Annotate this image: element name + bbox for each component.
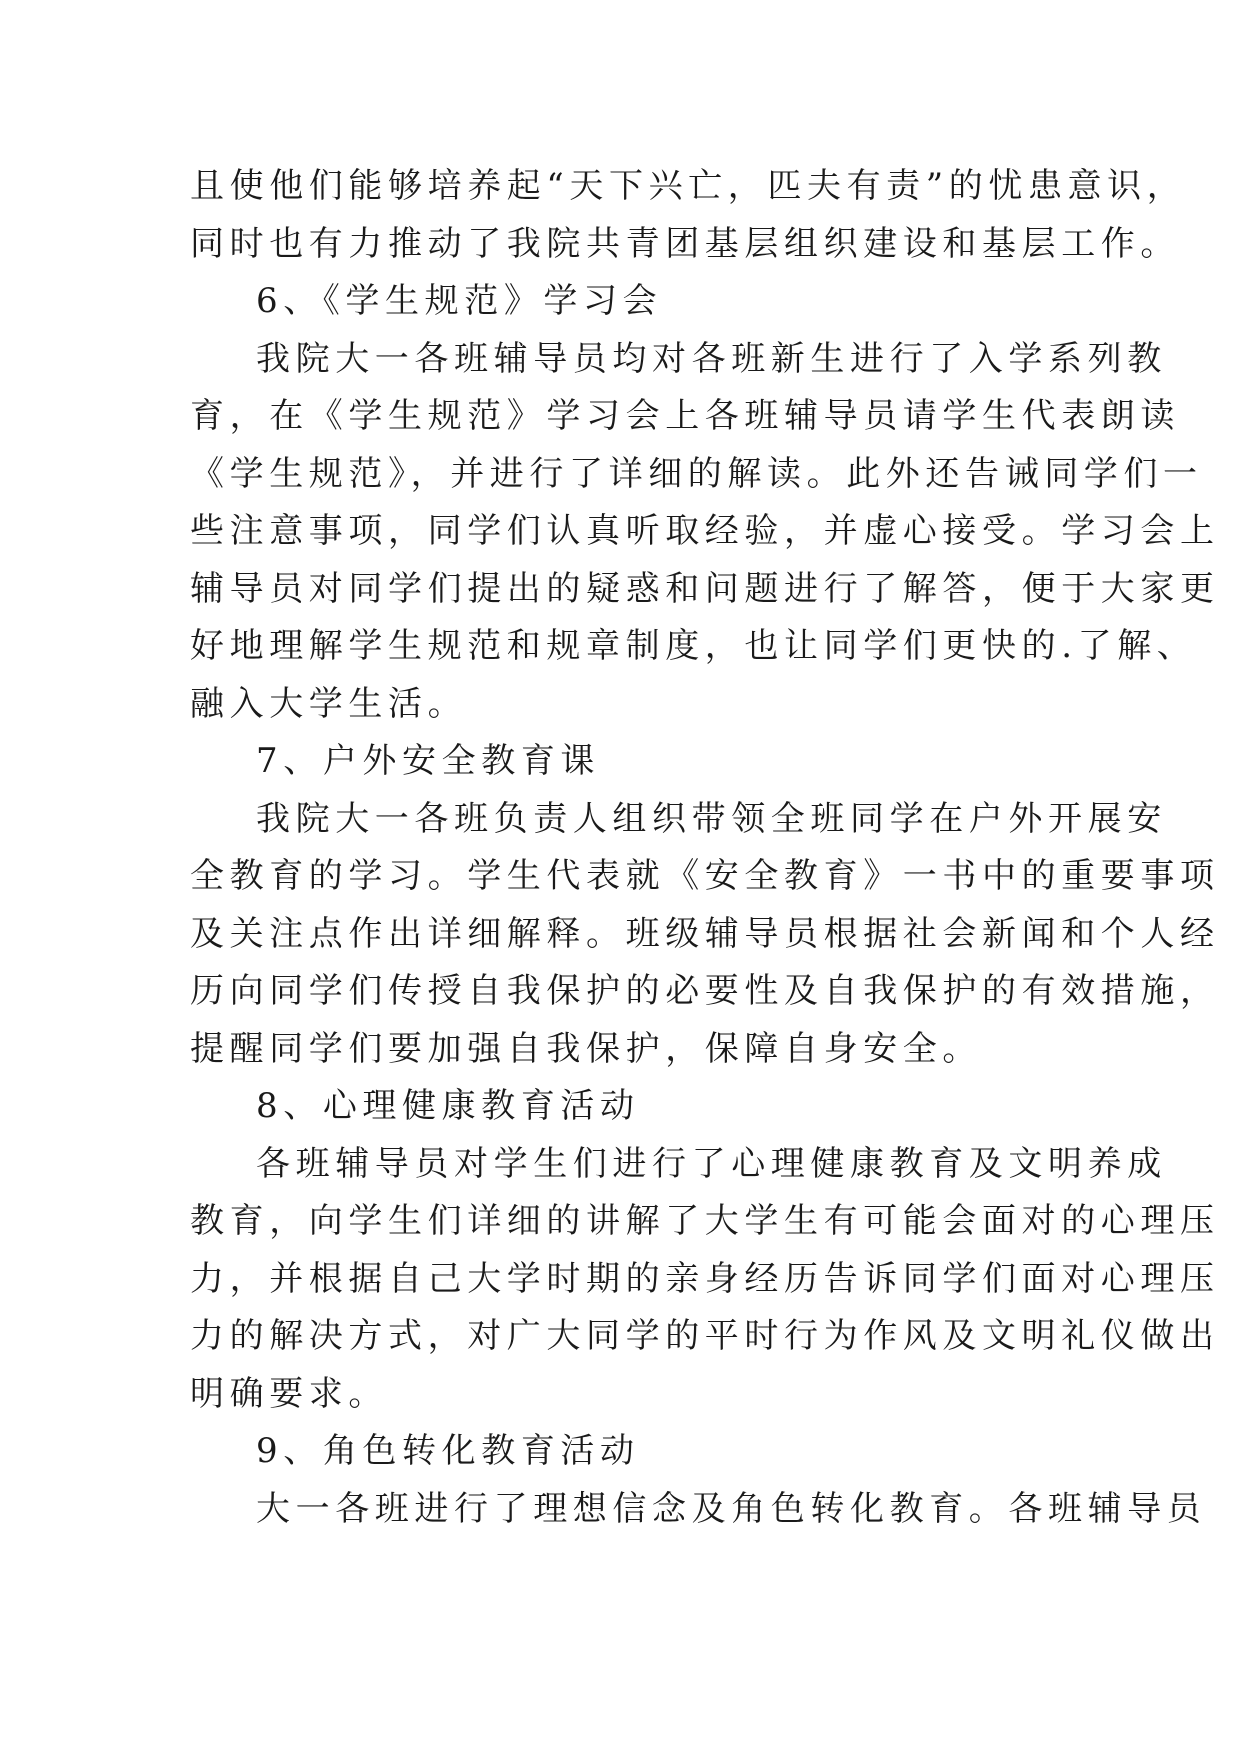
text-line: 全教育的学习。学生代表就《安全教育》一书中的重要事项 <box>190 856 1220 896</box>
paragraph-first-line: 我院大一各班辅导员均对各班新生进行了入学系列教 <box>256 338 1167 379</box>
section-heading-9: 9、角色转化教育活动 <box>256 1431 640 1471</box>
paragraph-first-line: 各班辅导员对学生们进行了心理健康教育及文明养成 <box>256 1143 1167 1184</box>
text-line: 且使他们能够培养起“天下兴亡，匹夫有责”的忧患意识， <box>190 166 1187 206</box>
text-line: 力的解决方式，对广大同学的平时行为作风及文明礼仪做出 <box>190 1316 1220 1356</box>
text-line: 育，在《学生规范》学习会上各班辅导员请学生代表朗读 <box>190 396 1180 436</box>
text-line: 力，并根据自己大学时期的亲身经历告诉同学们面对心理压 <box>190 1258 1220 1299</box>
paragraph-first-line: 大一各班进行了理想信念及角色转化教育。各班辅导员 <box>256 1488 1207 1529</box>
text-line: 教育，向学生们详细的讲解了大学生有可能会面对的心理压 <box>190 1201 1220 1241</box>
text-line: 《学生规范》，并进行了详细的解读。此外还告诫同学们一 <box>190 453 1203 494</box>
text-line: 提醒同学们要加强自我保护，保障自身安全。 <box>190 1028 982 1069</box>
paragraph-first-line: 我院大一各班负责人组织带领全班同学在户外开展安 <box>256 798 1167 839</box>
text-line: 及关注点作出详细解释。班级辅导员根据社会新闻和个人经 <box>190 913 1220 954</box>
text-line: 些注意事项，同学们认真听取经验，并虚心接受。学习会上 <box>190 511 1220 551</box>
document-body <box>190 158 1220 1538</box>
text-line: 明确要求。 <box>190 1373 388 1414</box>
text-line: 同时也有力推动了我院共青团基层组织建设和基层工作。 <box>190 223 1180 264</box>
text-line: 辅导员对同学们提出的疑惑和问题进行了解答，便于大家更 <box>190 568 1220 609</box>
section-heading-7: 7、户外安全教育课 <box>256 741 601 781</box>
section-heading-8: 8、心理健康教育活动 <box>256 1086 640 1126</box>
text-line: 好地理解学生规范和规章制度，也让同学们更快的.了解、 <box>190 626 1197 666</box>
section-heading-6: 6、《学生规范》学习会 <box>256 281 663 321</box>
text-line: 融入大学生活。 <box>190 683 468 724</box>
text-line: 历向同学们传授自我保护的必要性及自我保护的有效措施， <box>190 971 1220 1011</box>
